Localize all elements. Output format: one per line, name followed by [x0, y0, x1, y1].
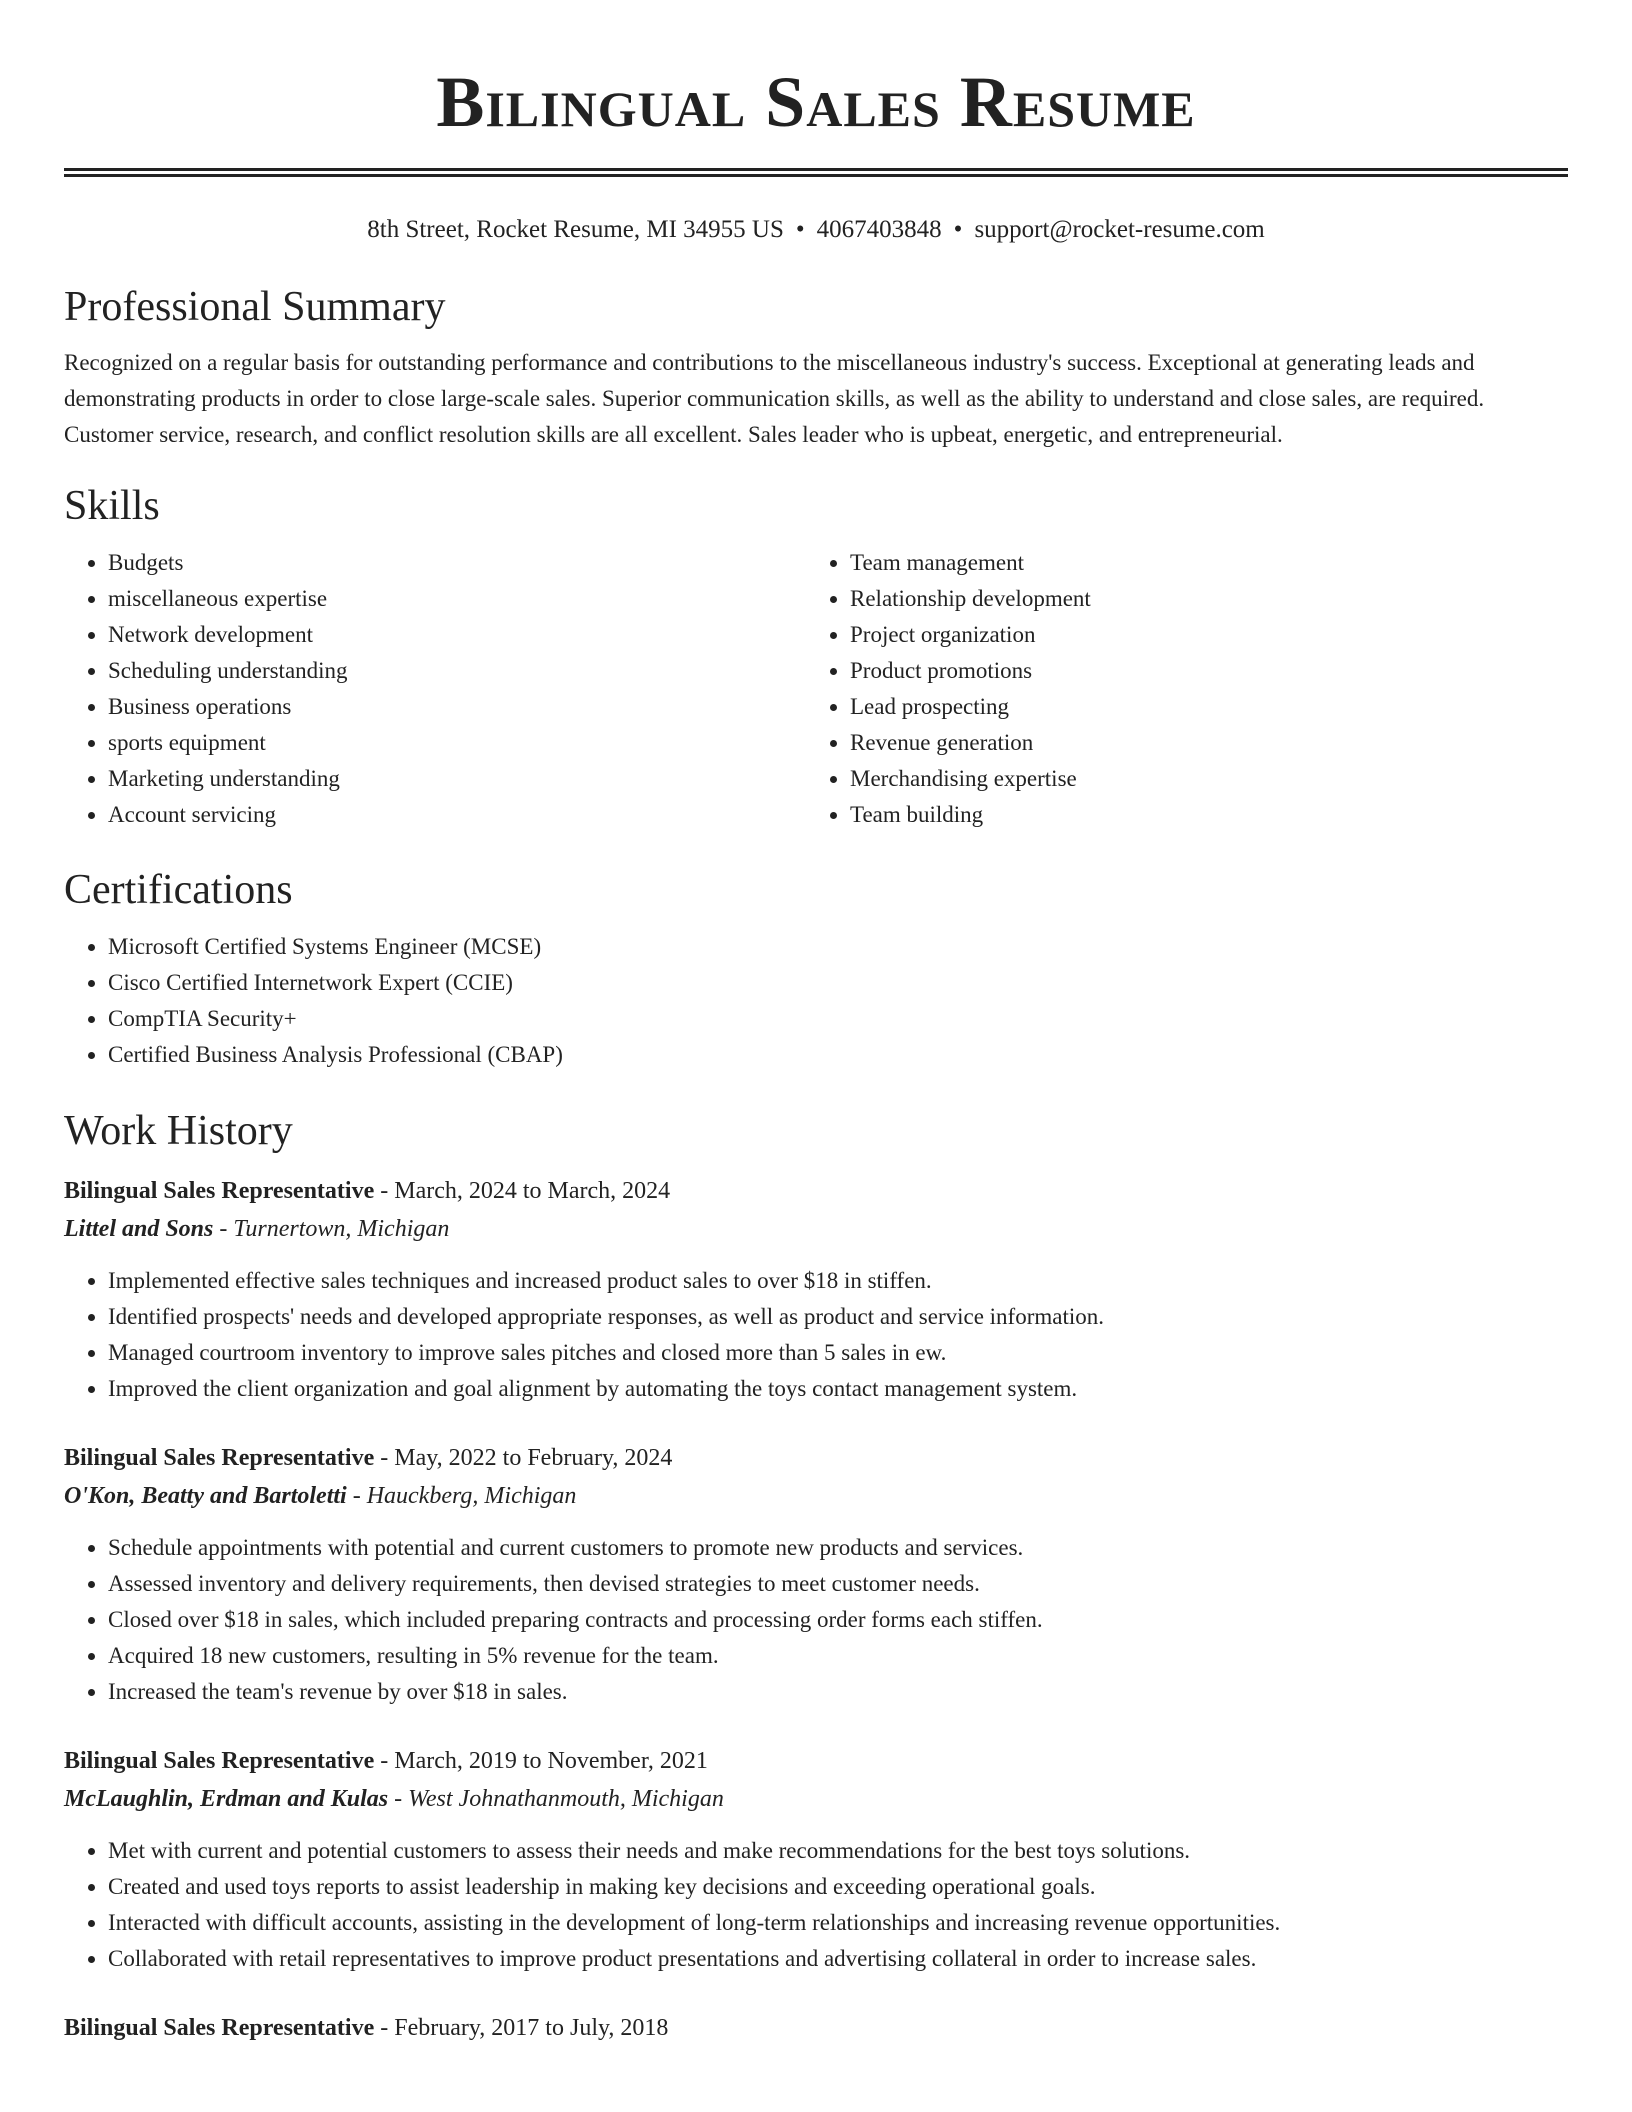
job-bullet: • Managed courtroom inventory to improve sales pitches and closed more than 5 sales in ew.: [108, 1335, 1568, 1371]
skill-item: • Marketing understanding: [108, 761, 806, 797]
contact-email: support@rocket-resume.com: [974, 216, 1265, 243]
job-dates: - February, 2017 to July, 2018: [374, 2015, 669, 2041]
job-entry: [64, 1172, 1568, 1407]
skill-item: • Merchandising expertise: [850, 761, 1548, 797]
job-bullet: • Schedule appointments with potential and current customers to promote new products and services.: [108, 1530, 1568, 1566]
skill-item: • Team building: [850, 797, 1548, 833]
skill-item: • Relationship development: [850, 581, 1548, 617]
resume-page: [64, 0, 1568, 2047]
job-title: Bilingual Sales Representative: [64, 1445, 375, 1471]
job-bullet: • Improved the client organization and goal alignment by automating the toys contact management system.: [108, 1371, 1568, 1407]
skill-item: • Team management: [850, 545, 1548, 581]
skill-item: • sports equipment: [108, 725, 806, 761]
job-company: Littel and Sons: [64, 1216, 214, 1242]
certification-item: • Certified Business Analysis Professional (CBAP): [108, 1037, 1568, 1073]
job-bullet: • Identified prospects' needs and developed appropriate responses, as well as product and service information.: [108, 1299, 1568, 1335]
contact-separator: •: [953, 216, 963, 243]
job-bullet: • Assessed inventory and delivery requirements, then devised strategies to meet customer needs.: [108, 1566, 1568, 1602]
work-history-heading: Work History: [64, 1108, 293, 1154]
title-divider: [64, 168, 1568, 177]
skills-column-left: [64, 545, 806, 833]
skills-heading: Skills: [64, 483, 160, 529]
summary-text: Recognized on a regular basis for outstanding performance and contributions to the miscellaneous industry's success. Exceptional at generating leads and demonstrating products in order to close large-scale sales. Superior communication skills, as well as the ability to understand and close sales, are required. Customer service, research, and conflict resolution skills are all excellent. Sales leader who is upbeat, energetic, and entrepreneurial.: [64, 350, 1485, 447]
job-bullet: • Created and used toys reports to assist leadership in making key decisions and exceeding operational goals.: [108, 1869, 1568, 1905]
skill-item: • miscellaneous expertise: [108, 581, 806, 617]
job-title-line: [64, 1439, 1568, 1477]
job-title-line: [64, 1742, 1568, 1780]
job-bullet: • Met with current and potential customers to assess their needs and make recommendations for the best toys solutions.: [108, 1833, 1568, 1869]
skill-item: • Scheduling understanding: [108, 653, 806, 689]
job-title: Bilingual Sales Representative: [64, 1178, 375, 1204]
job-company-line: [64, 1210, 1568, 1248]
job-title-line: [64, 1172, 1568, 1210]
contact-line: [64, 214, 1568, 246]
job-title: Bilingual Sales Representative: [64, 2015, 375, 2041]
job-bullets: [64, 1263, 1568, 1407]
skill-item: • Account servicing: [108, 797, 806, 833]
skill-item: • Revenue generation: [850, 725, 1548, 761]
job-bullet: • Interacted with difficult accounts, assisting in the development of long-term relationships and increasing revenue opportunities.: [108, 1905, 1568, 1941]
certification-item: • Microsoft Certified Systems Engineer (MCSE): [108, 929, 1568, 965]
job-location: - Turnertown, Michigan: [213, 1216, 450, 1242]
job-dates: - March, 2024 to March, 2024: [374, 1178, 671, 1204]
job-company: McLaughlin, Erdman and Kulas: [64, 1786, 389, 1812]
certifications-list: [64, 929, 1568, 1073]
job-dates: - March, 2019 to November, 2021: [374, 1748, 708, 1774]
job-bullets: [64, 1833, 1568, 1977]
skill-item: • Budgets: [108, 545, 806, 581]
contact-separator: •: [795, 216, 805, 243]
certifications-heading: Certifications: [64, 867, 293, 913]
certification-item: • Cisco Certified Internetwork Expert (CCIE): [108, 965, 1568, 1001]
job-bullets: [64, 1530, 1568, 1710]
job-title: Bilingual Sales Representative: [64, 1748, 375, 1774]
job-company-line: [64, 1780, 1568, 1818]
certification-item: • CompTIA Security+: [108, 1001, 1568, 1037]
job-location: - Hauckberg, Michigan: [346, 1483, 577, 1509]
contact-phone: 4067403848: [816, 216, 942, 243]
job-bullet: • Implemented effective sales techniques and increased product sales to over $18 in stiffen.: [108, 1263, 1568, 1299]
job-company-line: [64, 1477, 1568, 1515]
skill-item: • Network development: [108, 617, 806, 653]
job-bullet: • Collaborated with retail representatives to improve product presentations and advertising collateral in order to increase sales.: [108, 1941, 1568, 1977]
resume-title: Bilingual Sales Resume: [436, 62, 1196, 142]
skill-item: • Business operations: [108, 689, 806, 725]
contact-address: 8th Street, Rocket Resume, MI 34955 US: [367, 216, 784, 243]
job-entry: [64, 1742, 1568, 1977]
skills-grid: [64, 545, 1568, 833]
job-bullet: • Acquired 18 new customers, resulting in 5% revenue for the team.: [108, 1638, 1568, 1674]
job-title-line: [64, 2009, 1568, 2047]
job-bullet: • Closed over $18 in sales, which included preparing contracts and processing order forms each stiffen.: [108, 1602, 1568, 1638]
skill-item: • Lead prospecting: [850, 689, 1548, 725]
job-bullet: • Increased the team's revenue by over $18 in sales.: [108, 1674, 1568, 1710]
skills-column-right: [806, 545, 1548, 833]
job-location: - West Johnathanmouth, Michigan: [388, 1786, 724, 1812]
job-dates: - May, 2022 to February, 2024: [374, 1445, 673, 1471]
summary-heading: Professional Summary: [64, 284, 446, 330]
job-entry: [64, 1439, 1568, 1710]
job-company: O'Kon, Beatty and Bartoletti: [64, 1483, 347, 1509]
job-entry: [64, 2009, 1568, 2047]
skill-item: • Project organization: [850, 617, 1548, 653]
skill-item: • Product promotions: [850, 653, 1548, 689]
